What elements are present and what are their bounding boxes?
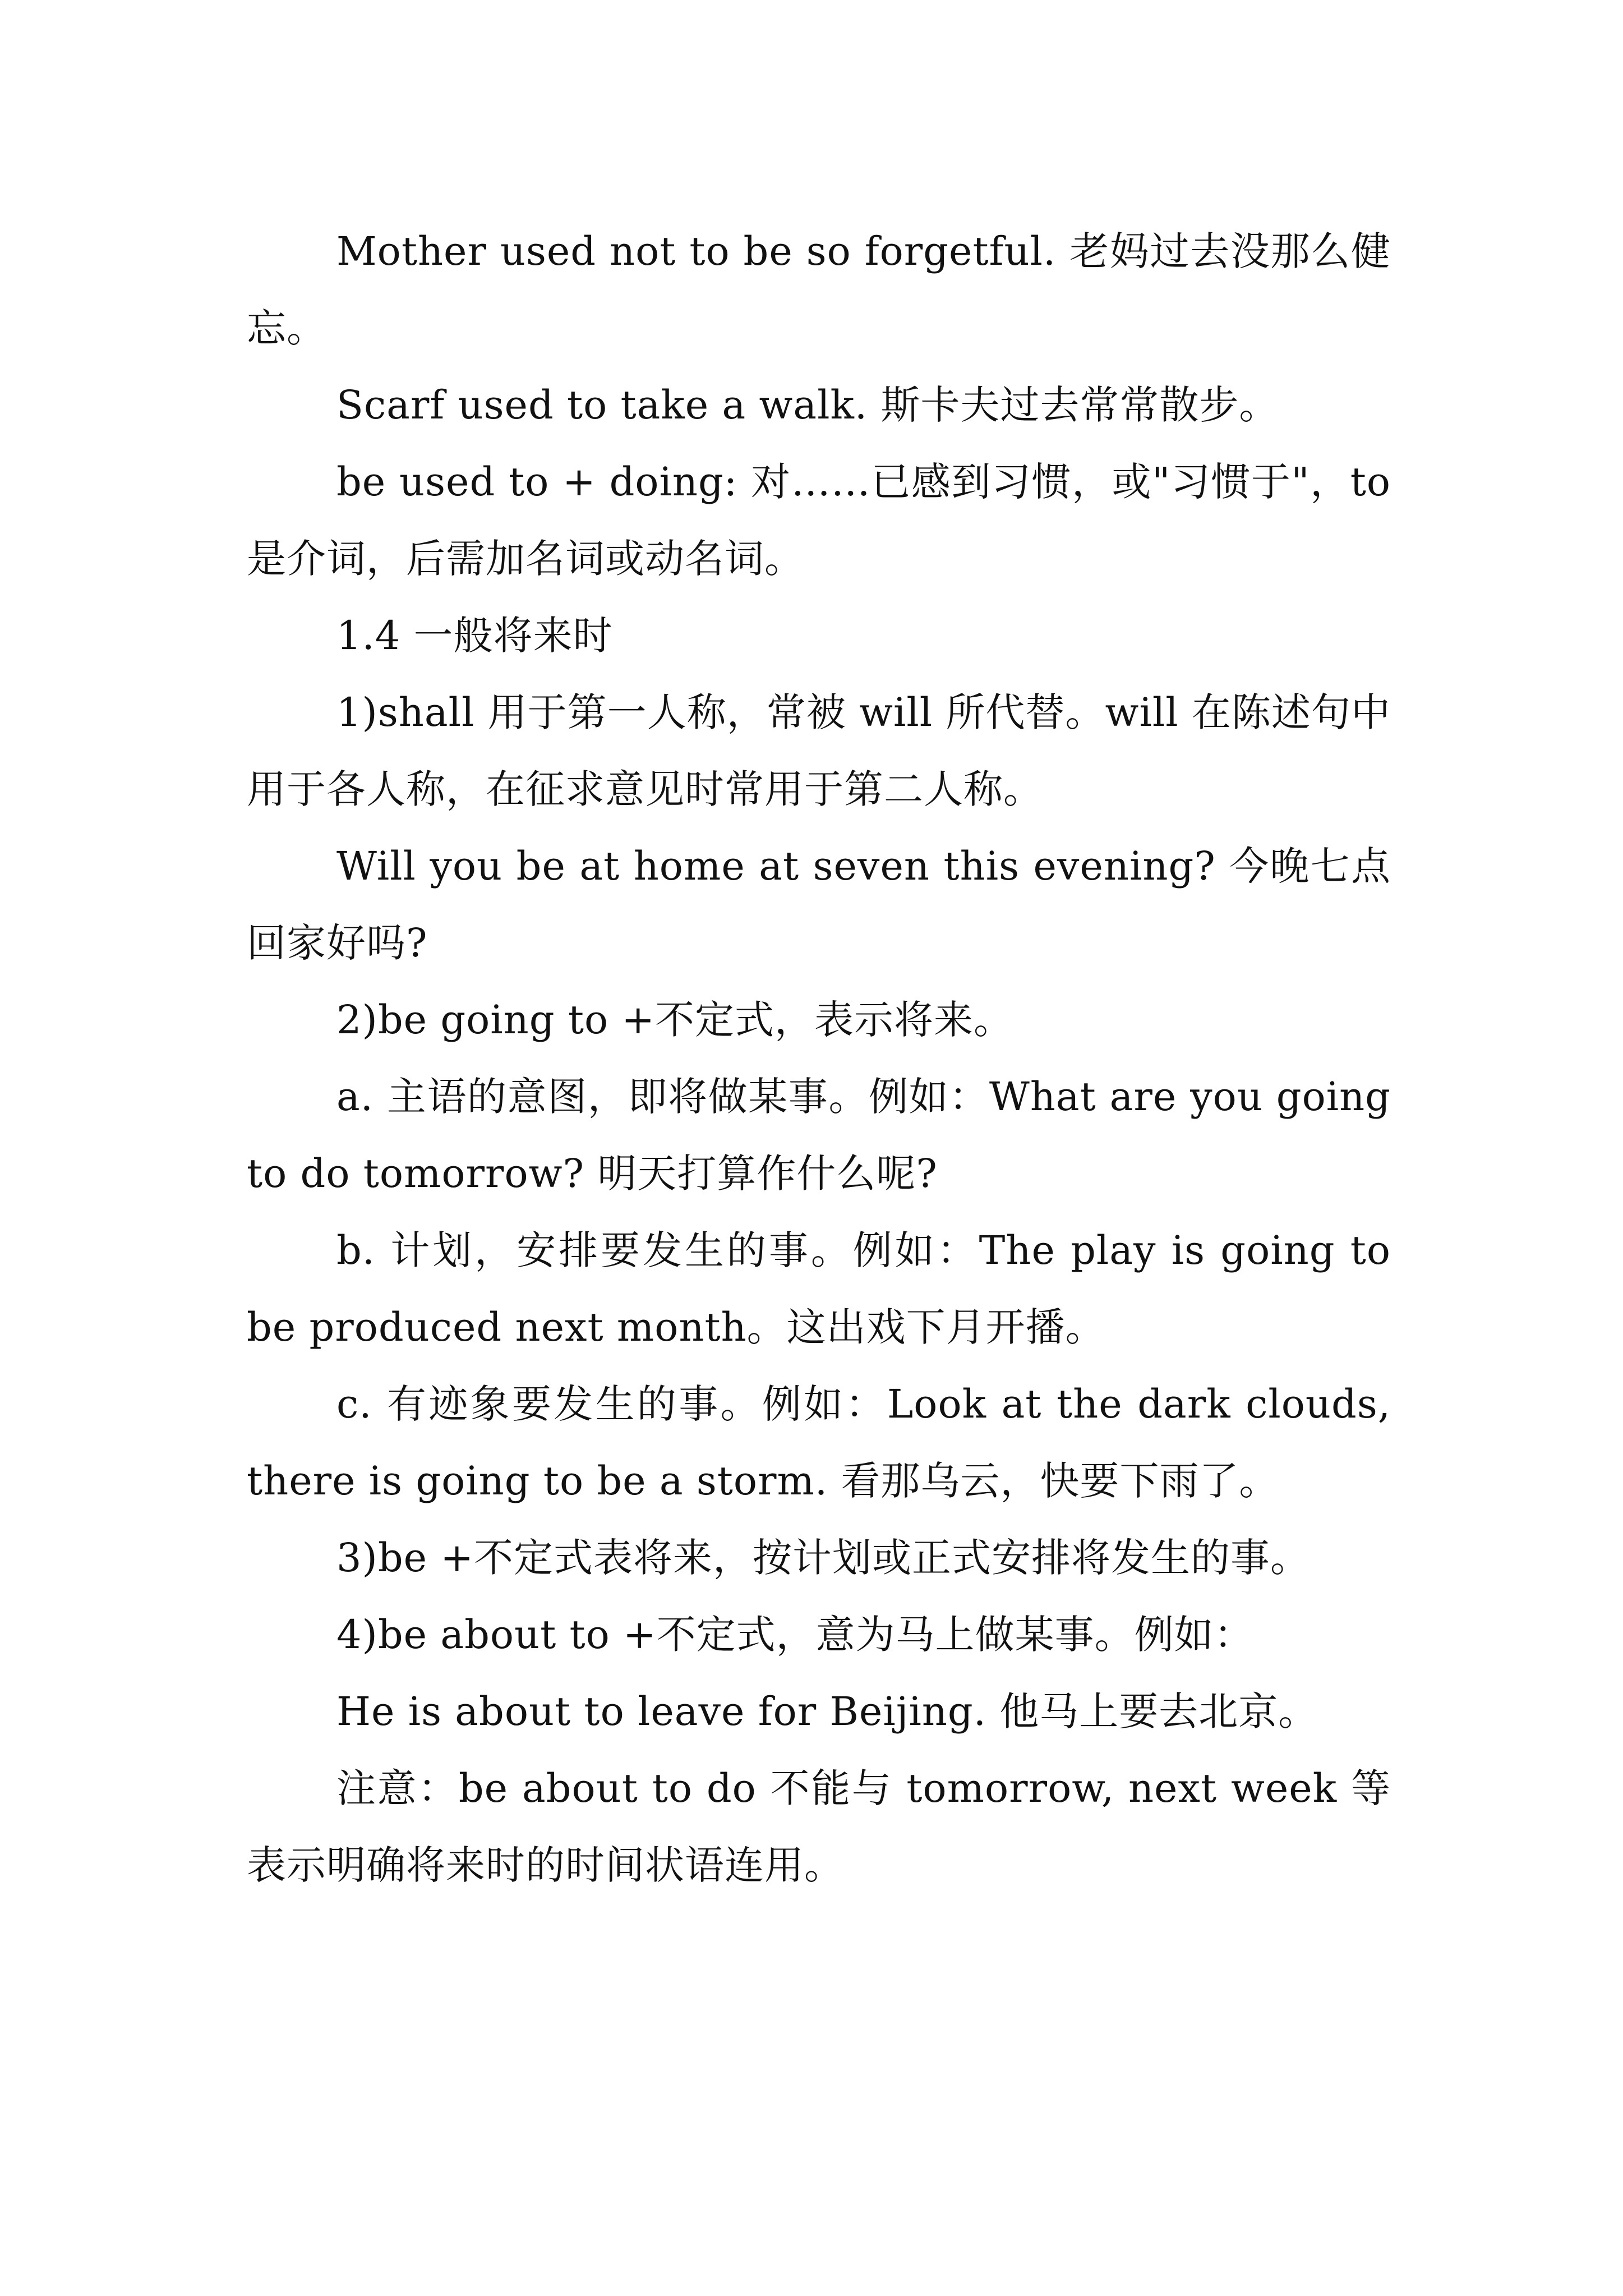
paragraph: 注意：be about to do 不能与 tomorrow, next week 等表示明确将来时的时间状语连用。 <box>247 1765 1391 1888</box>
paragraph: He is about to leave for Beijing. 他马上要去北京。 <box>336 1688 1318 1734</box>
paragraph: Mother used not to be so forgetful. 老妈过去没那么健忘。 <box>247 228 1391 351</box>
paragraph: c. 有迹象要发生的事。例如：Look at the dark clouds, there is going to be a storm. 看那乌云，快要下雨了。 <box>247 1381 1391 1504</box>
section-heading: 1.4 一般将来时 <box>336 613 613 659</box>
document-body <box>247 213 1391 1904</box>
paragraph: 3)be +不定式表将来，按计划或正式安排将发生的事。 <box>336 1535 1310 1581</box>
paragraph: Scarf used to take a walk. 斯卡夫过去常常散步。 <box>336 382 1279 428</box>
paragraph: 2)be going to +不定式，表示将来。 <box>336 997 1013 1043</box>
paragraph: a. 主语的意图，即将做某事。例如：What are you going to do tomorrow? 明天打算作什么呢? <box>247 1074 1391 1197</box>
paragraph: b. 计划，安排要发生的事。例如：The play is going to be produced next month。这出戏下月开播。 <box>247 1227 1391 1350</box>
paragraph: Will you be at home at seven this evening? 今晚七点回家好吗? <box>247 843 1391 966</box>
paragraph: 4)be about to +不定式，意为马上做某事。例如： <box>336 1612 1254 1658</box>
paragraph: 1)shall 用于第一人称，常被 will 所代替。will 在陈述句中用于各人称，在征求意见时常用于第二人称。 <box>247 689 1391 812</box>
paragraph: be used to + doing: 对……已感到习惯，或"习惯于"，to 是介词，后需加名词或动名词。 <box>247 459 1391 582</box>
